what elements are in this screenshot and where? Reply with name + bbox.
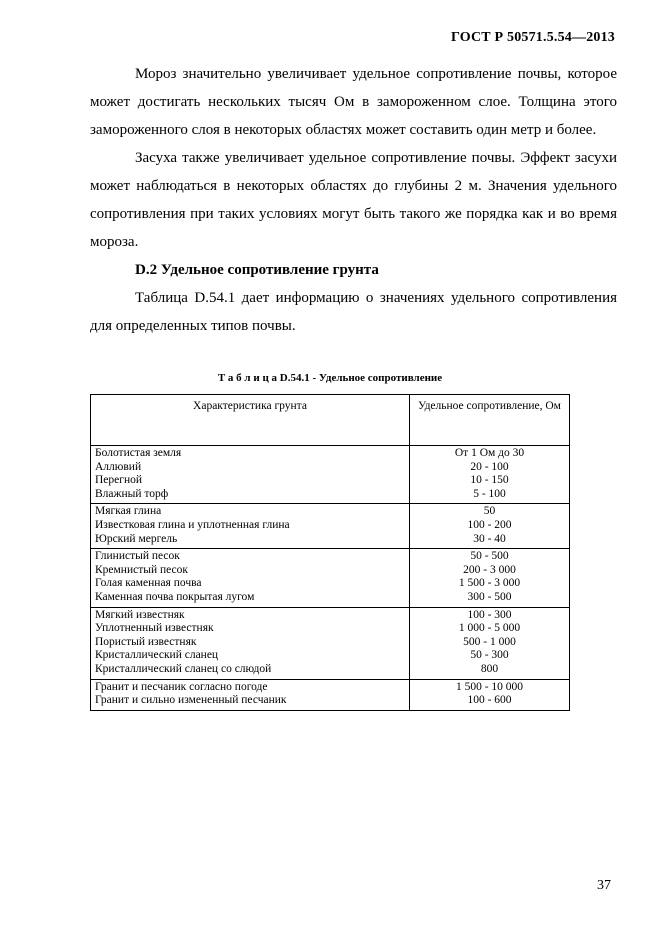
document-standard-title: ГОСТ Р 50571.5.54—2013 — [450, 30, 615, 45]
soil-type-cell: Аллювий — [91, 461, 410, 475]
soil-type-cell: Мягкая глина — [91, 504, 410, 519]
column-header-resistivity: Удельное сопротивление, Ом — [410, 395, 570, 446]
soil-type-cell: Кристаллический сланец со слюдой — [91, 663, 410, 679]
table-row — [91, 591, 570, 607]
table-row — [91, 533, 570, 549]
table-row — [91, 446, 570, 461]
table-group — [91, 504, 570, 549]
section-heading-d2: D.2 Удельное сопротивление грунта — [135, 262, 379, 278]
soil-type-cell: Уплотненный известняк — [91, 622, 410, 636]
resistivity-cell: 100 - 600 — [410, 694, 570, 710]
soil-type-cell: Влажный торф — [91, 488, 410, 504]
resistivity-cell: 800 — [410, 663, 570, 679]
resistivity-cell: 200 - 3 000 — [410, 564, 570, 578]
soil-type-cell: Глинистый песок — [91, 549, 410, 564]
table-row — [91, 636, 570, 650]
table-row — [91, 564, 570, 578]
resistivity-cell: 100 - 300 — [410, 607, 570, 622]
table-row — [91, 679, 570, 694]
table-header-row — [91, 395, 570, 446]
table-caption: Т а б л и ц а D.54.1 - Удельное сопротивление — [217, 372, 443, 384]
soil-type-cell: Известковая глина и уплотненная глина — [91, 519, 410, 533]
resistivity-cell: 500 - 1 000 — [410, 636, 570, 650]
table-row — [91, 504, 570, 519]
paragraph-frost: Мороз значительно увеличивает удельное сопротивление почвы, которое может достигать нескольких тысяч Ом в замороженном слое. Толщина этого замороженного слоя в некоторых областях может составить один метр и более. — [90, 66, 617, 138]
column-header-soil: Характеристика грунта — [91, 395, 410, 446]
table-group — [91, 679, 570, 710]
page-number: 37 — [597, 878, 611, 893]
resistivity-table — [90, 394, 570, 711]
soil-type-cell: Голая каменная почва — [91, 577, 410, 591]
resistivity-cell: 30 - 40 — [410, 533, 570, 549]
soil-type-cell: Гранит и песчаник согласно погоде — [91, 679, 410, 694]
resistivity-cell: 50 - 300 — [410, 649, 570, 663]
resistivity-cell: 300 - 500 — [410, 591, 570, 607]
table-row — [91, 577, 570, 591]
soil-type-cell: Кристаллический сланец — [91, 649, 410, 663]
table-header — [91, 395, 570, 446]
document-body — [90, 60, 617, 711]
soil-type-cell: Перегной — [91, 474, 410, 488]
soil-type-cell: Юрский мергель — [91, 533, 410, 549]
table-row — [91, 607, 570, 622]
table-group — [91, 446, 570, 504]
resistivity-cell: 50 - 500 — [410, 549, 570, 564]
soil-type-cell: Гранит и сильно измененный песчаник — [91, 694, 410, 710]
resistivity-cell: 10 - 150 — [410, 474, 570, 488]
table-row — [91, 549, 570, 564]
resistivity-cell: 100 - 200 — [410, 519, 570, 533]
resistivity-cell: 1 500 - 3 000 — [410, 577, 570, 591]
paragraph-table-intro: Таблица D.54.1 дает информацию о значениях удельного сопротивления для определенных типов почвы. — [90, 290, 617, 334]
resistivity-cell: 1 000 - 5 000 — [410, 622, 570, 636]
soil-type-cell: Пористый известняк — [91, 636, 410, 650]
resistivity-cell: 50 — [410, 504, 570, 519]
soil-type-cell: Каменная почва покрытая лугом — [91, 591, 410, 607]
resistivity-cell: 1 500 - 10 000 — [410, 679, 570, 694]
table-row — [91, 519, 570, 533]
table-row — [91, 622, 570, 636]
soil-type-cell: Болотистая земля — [91, 446, 410, 461]
resistivity-cell: 5 - 100 — [410, 488, 570, 504]
table-row — [91, 649, 570, 663]
table-group — [91, 607, 570, 679]
paragraph-drought: Засуха также увеличивает удельное сопротивление почвы. Эффект засухи может наблюдаться в некоторых областях до глубины 2 м. Значения удельного сопротивления при таких условиях могут быть такого же порядка как и во время мороза. — [90, 150, 617, 250]
resistivity-cell: 20 - 100 — [410, 461, 570, 475]
table-row — [91, 488, 570, 504]
table-row — [91, 461, 570, 475]
table-row — [91, 474, 570, 488]
resistivity-cell: От 1 Ом до 30 — [410, 446, 570, 461]
table-row — [91, 663, 570, 679]
soil-type-cell: Мягкий известняк — [91, 607, 410, 622]
soil-type-cell: Кремнистый песок — [91, 564, 410, 578]
table-row — [91, 694, 570, 710]
table-group — [91, 549, 570, 607]
